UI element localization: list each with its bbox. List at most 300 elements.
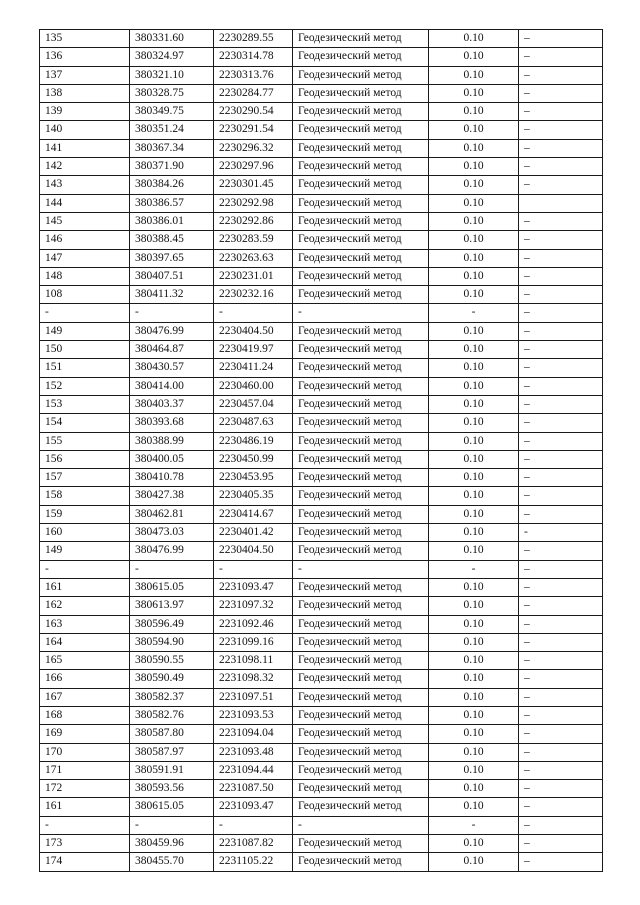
- point-number-cell: 151: [40, 359, 130, 377]
- x-coordinate-cell: 380351.24: [130, 121, 214, 139]
- point-number-cell: 135: [40, 30, 130, 48]
- extra-cell: –: [519, 158, 603, 176]
- point-number-cell: 143: [40, 176, 130, 194]
- y-coordinate-cell: 2231097.51: [214, 688, 293, 706]
- extra-cell: –: [519, 542, 603, 560]
- table-row: [40, 249, 603, 267]
- accuracy-cell: 0.10: [429, 48, 519, 66]
- y-coordinate-cell: -: [214, 560, 293, 578]
- accuracy-cell: 0.10: [429, 524, 519, 542]
- extra-cell: –: [519, 798, 603, 816]
- extra-cell: –: [519, 341, 603, 359]
- accuracy-cell: 0.10: [429, 688, 519, 706]
- y-coordinate-cell: 2230314.78: [214, 48, 293, 66]
- y-coordinate-cell: 2230450.99: [214, 450, 293, 468]
- table-row: [40, 212, 603, 230]
- method-cell: -: [293, 304, 429, 322]
- point-number-cell: 171: [40, 761, 130, 779]
- extra-cell: –: [519, 395, 603, 413]
- accuracy-cell: -: [429, 816, 519, 834]
- extra-cell: –: [519, 414, 603, 432]
- y-coordinate-cell: 2231097.32: [214, 597, 293, 615]
- y-coordinate-cell: 2230486.19: [214, 432, 293, 450]
- method-cell: Геодезический метод: [293, 84, 429, 102]
- accuracy-cell: 0.10: [429, 706, 519, 724]
- extra-cell: –: [519, 560, 603, 578]
- point-number-cell: 157: [40, 469, 130, 487]
- x-coordinate-cell: 380331.60: [130, 30, 214, 48]
- x-coordinate-cell: 380462.81: [130, 505, 214, 523]
- table-row: [40, 322, 603, 340]
- x-coordinate-cell: 380388.45: [130, 231, 214, 249]
- x-coordinate-cell: 380403.37: [130, 395, 214, 413]
- table-row: [40, 633, 603, 651]
- method-cell: Геодезический метод: [293, 524, 429, 542]
- accuracy-cell: -: [429, 560, 519, 578]
- table-row: [40, 469, 603, 487]
- accuracy-cell: 0.10: [429, 194, 519, 212]
- method-cell: Геодезический метод: [293, 743, 429, 761]
- method-cell: -: [293, 560, 429, 578]
- extra-cell: –: [519, 633, 603, 651]
- accuracy-cell: 0.10: [429, 743, 519, 761]
- point-number-cell: 142: [40, 158, 130, 176]
- point-number-cell: 163: [40, 615, 130, 633]
- y-coordinate-cell: 2231093.53: [214, 706, 293, 724]
- y-coordinate-cell: 2230297.96: [214, 158, 293, 176]
- accuracy-cell: 0.10: [429, 853, 519, 871]
- y-coordinate-cell: 2231094.04: [214, 725, 293, 743]
- coordinates-table-body: [40, 30, 603, 872]
- accuracy-cell: 0.10: [429, 322, 519, 340]
- table-row: [40, 835, 603, 853]
- table-row: [40, 743, 603, 761]
- extra-cell: –: [519, 578, 603, 596]
- method-cell: Геодезический метод: [293, 377, 429, 395]
- method-cell: Геодезический метод: [293, 761, 429, 779]
- accuracy-cell: 0.10: [429, 633, 519, 651]
- accuracy-cell: 0.10: [429, 542, 519, 560]
- y-coordinate-cell: 2231093.47: [214, 798, 293, 816]
- y-coordinate-cell: 2231098.32: [214, 670, 293, 688]
- x-coordinate-cell: 380615.05: [130, 578, 214, 596]
- extra-cell: –: [519, 615, 603, 633]
- accuracy-cell: 0.10: [429, 414, 519, 432]
- y-coordinate-cell: 2231094.44: [214, 761, 293, 779]
- point-number-cell: -: [40, 560, 130, 578]
- method-cell: -: [293, 816, 429, 834]
- accuracy-cell: 0.10: [429, 450, 519, 468]
- table-row: [40, 432, 603, 450]
- x-coordinate-cell: 380410.78: [130, 469, 214, 487]
- table-row: [40, 176, 603, 194]
- y-coordinate-cell: 2230419.97: [214, 341, 293, 359]
- extra-cell: –: [519, 377, 603, 395]
- table-row: [40, 359, 603, 377]
- extra-cell: –: [519, 725, 603, 743]
- accuracy-cell: 0.10: [429, 652, 519, 670]
- accuracy-cell: 0.10: [429, 798, 519, 816]
- extra-cell: –: [519, 706, 603, 724]
- point-number-cell: 150: [40, 341, 130, 359]
- point-number-cell: 158: [40, 487, 130, 505]
- extra-cell: –: [519, 121, 603, 139]
- method-cell: Геодезический метод: [293, 578, 429, 596]
- point-number-cell: 148: [40, 267, 130, 285]
- method-cell: Геодезический метод: [293, 103, 429, 121]
- y-coordinate-cell: 2230231.01: [214, 267, 293, 285]
- point-number-cell: 168: [40, 706, 130, 724]
- x-coordinate-cell: -: [130, 816, 214, 834]
- extra-cell: –: [519, 432, 603, 450]
- y-coordinate-cell: 2230292.98: [214, 194, 293, 212]
- point-number-cell: 140: [40, 121, 130, 139]
- accuracy-cell: 0.10: [429, 66, 519, 84]
- extra-cell: –: [519, 212, 603, 230]
- x-coordinate-cell: 380411.32: [130, 286, 214, 304]
- x-coordinate-cell: 380386.01: [130, 212, 214, 230]
- y-coordinate-cell: 2230404.50: [214, 542, 293, 560]
- y-coordinate-cell: -: [214, 816, 293, 834]
- accuracy-cell: 0.10: [429, 231, 519, 249]
- x-coordinate-cell: 380587.97: [130, 743, 214, 761]
- x-coordinate-cell: -: [130, 560, 214, 578]
- accuracy-cell: 0.10: [429, 469, 519, 487]
- table-row: [40, 560, 603, 578]
- point-number-cell: 165: [40, 652, 130, 670]
- y-coordinate-cell: 2230487.63: [214, 414, 293, 432]
- x-coordinate-cell: 380591.91: [130, 761, 214, 779]
- accuracy-cell: 0.10: [429, 835, 519, 853]
- extra-cell: –: [519, 322, 603, 340]
- extra-cell: –: [519, 780, 603, 798]
- point-number-cell: 164: [40, 633, 130, 651]
- method-cell: Геодезический метод: [293, 505, 429, 523]
- y-coordinate-cell: 2230296.32: [214, 139, 293, 157]
- accuracy-cell: 0.10: [429, 615, 519, 633]
- accuracy-cell: 0.10: [429, 359, 519, 377]
- y-coordinate-cell: 2231087.82: [214, 835, 293, 853]
- x-coordinate-cell: 380427.38: [130, 487, 214, 505]
- method-cell: Геодезический метод: [293, 267, 429, 285]
- extra-cell: –: [519, 670, 603, 688]
- x-coordinate-cell: 380587.80: [130, 725, 214, 743]
- method-cell: Геодезический метод: [293, 688, 429, 706]
- method-cell: Геодезический метод: [293, 322, 429, 340]
- accuracy-cell: 0.10: [429, 670, 519, 688]
- x-coordinate-cell: 380407.51: [130, 267, 214, 285]
- table-row: [40, 578, 603, 596]
- x-coordinate-cell: 380397.65: [130, 249, 214, 267]
- point-number-cell: 162: [40, 597, 130, 615]
- method-cell: Геодезический метод: [293, 395, 429, 413]
- extra-cell: –: [519, 450, 603, 468]
- table-row: [40, 505, 603, 523]
- x-coordinate-cell: 380400.05: [130, 450, 214, 468]
- method-cell: Геодезический метод: [293, 121, 429, 139]
- x-coordinate-cell: 380324.97: [130, 48, 214, 66]
- method-cell: Геодезический метод: [293, 469, 429, 487]
- method-cell: Геодезический метод: [293, 615, 429, 633]
- y-coordinate-cell: 2230405.35: [214, 487, 293, 505]
- x-coordinate-cell: 380464.87: [130, 341, 214, 359]
- table-row: [40, 377, 603, 395]
- method-cell: Геодезический метод: [293, 835, 429, 853]
- table-row: [40, 158, 603, 176]
- y-coordinate-cell: 2230232.16: [214, 286, 293, 304]
- method-cell: Геодезический метод: [293, 212, 429, 230]
- accuracy-cell: 0.10: [429, 30, 519, 48]
- y-coordinate-cell: 2230263.63: [214, 249, 293, 267]
- method-cell: Геодезический метод: [293, 450, 429, 468]
- extra-cell: –: [519, 267, 603, 285]
- table-row: [40, 542, 603, 560]
- point-number-cell: 156: [40, 450, 130, 468]
- accuracy-cell: 0.10: [429, 395, 519, 413]
- method-cell: Геодезический метод: [293, 48, 429, 66]
- point-number-cell: 170: [40, 743, 130, 761]
- x-coordinate-cell: -: [130, 304, 214, 322]
- x-coordinate-cell: 380582.37: [130, 688, 214, 706]
- table-row: [40, 304, 603, 322]
- point-number-cell: 144: [40, 194, 130, 212]
- x-coordinate-cell: 380476.99: [130, 542, 214, 560]
- point-number-cell: 149: [40, 322, 130, 340]
- point-number-cell: 155: [40, 432, 130, 450]
- point-number-cell: 108: [40, 286, 130, 304]
- y-coordinate-cell: 2230284.77: [214, 84, 293, 102]
- accuracy-cell: 0.10: [429, 249, 519, 267]
- point-number-cell: 172: [40, 780, 130, 798]
- point-number-cell: 139: [40, 103, 130, 121]
- y-coordinate-cell: 2231093.48: [214, 743, 293, 761]
- extra-cell: –: [519, 597, 603, 615]
- method-cell: Геодезический метод: [293, 542, 429, 560]
- accuracy-cell: 0.10: [429, 176, 519, 194]
- point-number-cell: 159: [40, 505, 130, 523]
- method-cell: Геодезический метод: [293, 798, 429, 816]
- point-number-cell: 169: [40, 725, 130, 743]
- accuracy-cell: 0.10: [429, 578, 519, 596]
- table-row: [40, 103, 603, 121]
- accuracy-cell: 0.10: [429, 505, 519, 523]
- x-coordinate-cell: 380328.75: [130, 84, 214, 102]
- accuracy-cell: 0.10: [429, 761, 519, 779]
- x-coordinate-cell: 380321.10: [130, 66, 214, 84]
- point-number-cell: 136: [40, 48, 130, 66]
- table-row: [40, 798, 603, 816]
- x-coordinate-cell: 380473.03: [130, 524, 214, 542]
- x-coordinate-cell: 380593.56: [130, 780, 214, 798]
- table-row: [40, 816, 603, 834]
- x-coordinate-cell: 380393.68: [130, 414, 214, 432]
- point-number-cell: 146: [40, 231, 130, 249]
- y-coordinate-cell: 2230453.95: [214, 469, 293, 487]
- method-cell: Геодезический метод: [293, 706, 429, 724]
- point-number-cell: 145: [40, 212, 130, 230]
- method-cell: Геодезический метод: [293, 139, 429, 157]
- y-coordinate-cell: 2230292.86: [214, 212, 293, 230]
- y-coordinate-cell: 2230404.50: [214, 322, 293, 340]
- extra-cell: –: [519, 469, 603, 487]
- table-row: [40, 231, 603, 249]
- table-row: [40, 286, 603, 304]
- table-row: [40, 30, 603, 48]
- table-row: [40, 121, 603, 139]
- x-coordinate-cell: 380430.57: [130, 359, 214, 377]
- point-number-cell: -: [40, 304, 130, 322]
- extra-cell: –: [519, 761, 603, 779]
- accuracy-cell: 0.10: [429, 212, 519, 230]
- point-number-cell: 137: [40, 66, 130, 84]
- x-coordinate-cell: 380459.96: [130, 835, 214, 853]
- extra-cell: –: [519, 505, 603, 523]
- accuracy-cell: 0.10: [429, 341, 519, 359]
- extra-cell: –: [519, 84, 603, 102]
- x-coordinate-cell: 380371.90: [130, 158, 214, 176]
- extra-cell: –: [519, 48, 603, 66]
- method-cell: Геодезический метод: [293, 597, 429, 615]
- point-number-cell: 174: [40, 853, 130, 871]
- extra-cell: –: [519, 359, 603, 377]
- extra-cell: –: [519, 176, 603, 194]
- method-cell: Геодезический метод: [293, 341, 429, 359]
- method-cell: Геодезический метод: [293, 66, 429, 84]
- extra-cell: –: [519, 688, 603, 706]
- point-number-cell: 153: [40, 395, 130, 413]
- accuracy-cell: 0.10: [429, 780, 519, 798]
- accuracy-cell: 0.10: [429, 597, 519, 615]
- point-number-cell: 161: [40, 578, 130, 596]
- extra-cell: –: [519, 487, 603, 505]
- accuracy-cell: 0.10: [429, 84, 519, 102]
- extra-cell: –: [519, 231, 603, 249]
- extra-cell: –: [519, 835, 603, 853]
- method-cell: Геодезический метод: [293, 158, 429, 176]
- method-cell: Геодезический метод: [293, 231, 429, 249]
- table-row: [40, 194, 603, 212]
- x-coordinate-cell: 380613.97: [130, 597, 214, 615]
- y-coordinate-cell: 2231093.47: [214, 578, 293, 596]
- x-coordinate-cell: 380349.75: [130, 103, 214, 121]
- x-coordinate-cell: 380388.99: [130, 432, 214, 450]
- table-row: [40, 670, 603, 688]
- accuracy-cell: 0.10: [429, 487, 519, 505]
- method-cell: Геодезический метод: [293, 432, 429, 450]
- method-cell: Геодезический метод: [293, 487, 429, 505]
- y-coordinate-cell: 2230414.67: [214, 505, 293, 523]
- point-number-cell: 147: [40, 249, 130, 267]
- accuracy-cell: 0.10: [429, 725, 519, 743]
- x-coordinate-cell: 380414.00: [130, 377, 214, 395]
- extra-cell: –: [519, 286, 603, 304]
- table-row: [40, 450, 603, 468]
- extra-cell: –: [519, 30, 603, 48]
- x-coordinate-cell: 380596.49: [130, 615, 214, 633]
- extra-cell: –: [519, 743, 603, 761]
- extra-cell: [519, 194, 603, 212]
- accuracy-cell: 0.10: [429, 432, 519, 450]
- x-coordinate-cell: 380594.90: [130, 633, 214, 651]
- point-number-cell: -: [40, 816, 130, 834]
- extra-cell: –: [519, 652, 603, 670]
- point-number-cell: 167: [40, 688, 130, 706]
- extra-cell: –: [519, 816, 603, 834]
- y-coordinate-cell: 2230291.54: [214, 121, 293, 139]
- x-coordinate-cell: 380582.76: [130, 706, 214, 724]
- table-row: [40, 139, 603, 157]
- x-coordinate-cell: 380455.70: [130, 853, 214, 871]
- accuracy-cell: 0.10: [429, 121, 519, 139]
- method-cell: Геодезический метод: [293, 359, 429, 377]
- y-coordinate-cell: 2230313.76: [214, 66, 293, 84]
- method-cell: Геодезический метод: [293, 249, 429, 267]
- x-coordinate-cell: 380615.05: [130, 798, 214, 816]
- point-number-cell: 138: [40, 84, 130, 102]
- method-cell: Геодезический метод: [293, 670, 429, 688]
- method-cell: Геодезический метод: [293, 633, 429, 651]
- extra-cell: –: [519, 66, 603, 84]
- point-number-cell: 173: [40, 835, 130, 853]
- table-row: [40, 48, 603, 66]
- method-cell: Геодезический метод: [293, 725, 429, 743]
- accuracy-cell: 0.10: [429, 103, 519, 121]
- table-row: [40, 688, 603, 706]
- extra-cell: –: [519, 853, 603, 871]
- x-coordinate-cell: 380476.99: [130, 322, 214, 340]
- point-number-cell: 160: [40, 524, 130, 542]
- table-row: [40, 780, 603, 798]
- table-row: [40, 597, 603, 615]
- accuracy-cell: 0.10: [429, 139, 519, 157]
- extra-cell: –: [519, 103, 603, 121]
- x-coordinate-cell: 380367.34: [130, 139, 214, 157]
- table-row: [40, 524, 603, 542]
- method-cell: Геодезический метод: [293, 286, 429, 304]
- method-cell: Геодезический метод: [293, 414, 429, 432]
- accuracy-cell: 0.10: [429, 267, 519, 285]
- y-coordinate-cell: 2231099.16: [214, 633, 293, 651]
- x-coordinate-cell: 380590.55: [130, 652, 214, 670]
- method-cell: Геодезический метод: [293, 194, 429, 212]
- method-cell: Геодезический метод: [293, 176, 429, 194]
- table-row: [40, 652, 603, 670]
- table-row: [40, 66, 603, 84]
- y-coordinate-cell: 2230411.24: [214, 359, 293, 377]
- table-row: [40, 414, 603, 432]
- y-coordinate-cell: 2231092.46: [214, 615, 293, 633]
- point-number-cell: 161: [40, 798, 130, 816]
- method-cell: Геодезический метод: [293, 780, 429, 798]
- y-coordinate-cell: 2230290.54: [214, 103, 293, 121]
- y-coordinate-cell: 2230460.00: [214, 377, 293, 395]
- accuracy-cell: 0.10: [429, 286, 519, 304]
- extra-cell: –: [519, 304, 603, 322]
- table-row: [40, 267, 603, 285]
- point-number-cell: 166: [40, 670, 130, 688]
- extra-cell: -: [519, 524, 603, 542]
- y-coordinate-cell: 2231087.50: [214, 780, 293, 798]
- y-coordinate-cell: 2231098.11: [214, 652, 293, 670]
- point-number-cell: 152: [40, 377, 130, 395]
- accuracy-cell: -: [429, 304, 519, 322]
- y-coordinate-cell: 2230401.42: [214, 524, 293, 542]
- extra-cell: –: [519, 139, 603, 157]
- x-coordinate-cell: 380386.57: [130, 194, 214, 212]
- table-row: [40, 615, 603, 633]
- table-row: [40, 487, 603, 505]
- y-coordinate-cell: 2230289.55: [214, 30, 293, 48]
